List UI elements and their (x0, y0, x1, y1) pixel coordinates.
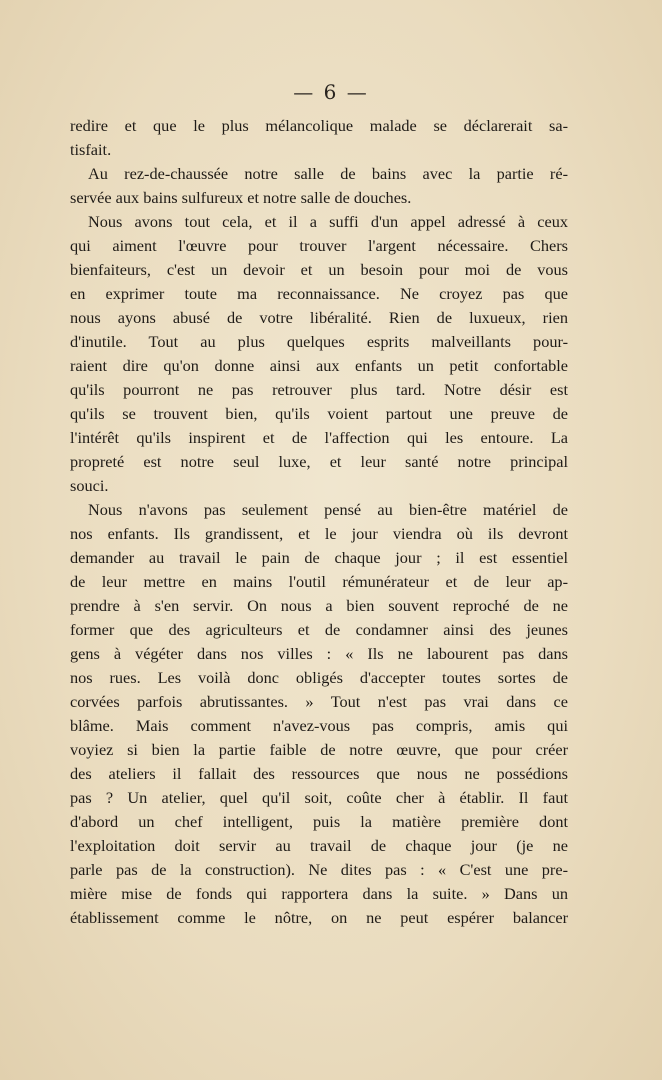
text-line: des ateliers il fallait des ressources que nous ne possédions (70, 764, 568, 783)
text-line: nos rues. Les voilà donc obligés d'accepter toutes sortes de (70, 668, 568, 687)
text-line: Nous n'avons pas seulement pensé au bien-être matériel de (88, 500, 568, 519)
text-line: voyiez si bien la partie faible de notre œuvre, que pour créer (70, 740, 568, 759)
text-line: de leur mettre en mains l'outil rémunérateur et de leur ap- (70, 572, 568, 591)
text-line: d'inutile. Tout au plus quelques esprits malveillants pour- (70, 332, 568, 351)
text-line: qu'ils pourront ne pas retrouver plus tard. Notre désir est (70, 380, 568, 399)
text-line: corvées parfois abrutissantes. » Tout n'est pas vrai dans ce (70, 692, 568, 711)
text-line: blâme. Mais comment n'avez-vous pas compris, amis qui (70, 716, 568, 735)
text-line: servée aux bains sulfureux et notre salle de douches. (70, 188, 412, 207)
text-line: propreté est notre seul luxe, et leur santé notre principal (70, 452, 568, 471)
text-line: l'intérêt qu'ils inspirent et de l'affection qui les entoure. La (70, 428, 568, 447)
text-line: Au rez-de-chaussée notre salle de bains avec la partie ré- (88, 164, 568, 183)
text-line: demander au travail le pain de chaque jour ; il est essentiel (70, 548, 568, 567)
text-line: qu'ils se trouvent bien, qu'ils voient partout une preuve de (70, 404, 568, 423)
text-line: souci. (70, 476, 109, 495)
text-line: bienfaiteurs, c'est un devoir et un besoin pour moi de vous (70, 260, 568, 279)
text-line: l'exploitation doit servir au travail de chaque jour (je ne (70, 836, 568, 855)
page-number: — 6 — (293, 80, 369, 104)
text-line: nos enfants. Ils grandissent, et le jour viendra où ils devront (70, 524, 568, 543)
text-line: Nous avons tout cela, et il a suffi d'un appel adressé à ceux (88, 212, 568, 231)
text-line: établissement comme le nôtre, on ne peut espérer balancer (70, 908, 568, 927)
text-line: d'abord un chef intelligent, puis la matière première dont (70, 812, 568, 831)
text-line: en exprimer toute ma reconnaissance. Ne croyez pas que (70, 284, 568, 303)
text-line: pas ? Un atelier, quel qu'il soit, coûte cher à établir. Il faut (70, 788, 568, 807)
text-line: former que des agriculteurs et de condamner ainsi des jeunes (70, 620, 568, 639)
text-line: parle pas de la construction). Ne dites pas : « C'est une pre- (70, 860, 568, 879)
text-line: gens à végéter dans nos villes : « Ils ne labourent pas dans (70, 644, 568, 663)
text-line: redire et que le plus mélancolique malade se déclarerait sa- (70, 116, 568, 135)
text-line: qui aiment l'œuvre pour trouver l'argent nécessaire. Chers (70, 236, 568, 255)
text-line: tisfait. (70, 140, 112, 159)
text-line: nous ayons abusé de votre libéralité. Rien de luxueux, rien (70, 308, 568, 327)
body-text (70, 114, 568, 930)
text-line: prendre à s'en servir. On nous a bien souvent reproché de ne (70, 596, 568, 615)
text-line: mière mise de fonds qui rapportera dans la suite. » Dans un (70, 884, 568, 903)
text-line: raient dire qu'on donne ainsi aux enfants un petit confortable (70, 356, 568, 375)
